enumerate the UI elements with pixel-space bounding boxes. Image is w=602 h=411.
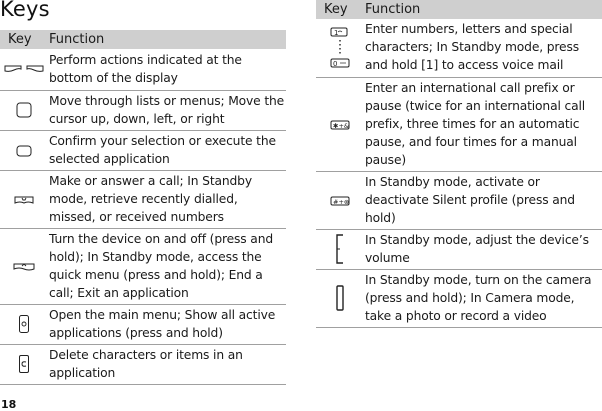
keys-table-left: [0, 30, 286, 385]
hash-key-icon: [329, 193, 351, 207]
svg-text:0: 0: [333, 59, 338, 68]
clear-key-icon: [18, 357, 30, 371]
table-row: [316, 171, 602, 229]
table-row: [316, 19, 602, 77]
header-function: Function: [48, 30, 286, 49]
star-key-icon: [329, 117, 351, 131]
table-row: [316, 269, 602, 327]
dial-key-icon: [13, 192, 35, 206]
table-row: [316, 77, 602, 171]
keys-table-right: [316, 0, 602, 328]
table-row: [0, 344, 286, 384]
table-row: [316, 229, 602, 269]
menu-key-icon: [18, 317, 30, 331]
svg-text:#+⊗: #+⊗: [333, 197, 350, 206]
row-function-text: Delete characters or items in an application: [48, 344, 286, 384]
row-function-text: Confirm your selection or execute the selected application: [48, 130, 286, 170]
page-title: Keys: [0, 0, 50, 21]
key-reference: 1: [425, 58, 434, 73]
header-key: Key: [316, 0, 364, 19]
row-function-text: Enter numbers, letters and special characters; In Standby mode, press and hold [1] to access voice mail: [364, 19, 602, 77]
camera-key-icon: [334, 291, 346, 305]
row-function-text: Turn the device on and off (press and hold); In Standby mode, access the quick menu (press and hold); End a call; Exit an application: [48, 228, 286, 304]
power-end-key-icon: [12, 259, 36, 273]
table-row: [0, 304, 286, 344]
table-row: [0, 170, 286, 228]
svg-text:✱+&: ✱+&: [333, 121, 349, 130]
table-header: [0, 30, 286, 49]
table-row: [0, 228, 286, 304]
row-function-text: Move through lists or menus; Move the cursor up, down, left, or right: [48, 90, 286, 130]
page-number: 18: [1, 398, 17, 411]
row-function-text: Enter an international call prefix or pause (twice for an international call prefix, three times for an automatic pause, and four times for a manual pause): [364, 77, 602, 171]
row-function-text: In Standby mode, adjust the device’s volume: [364, 229, 602, 269]
row-function-text: Open the main menu; Show all active applications (press and hold): [48, 304, 286, 344]
soft-keys-icon: [2, 62, 46, 76]
row-function-text: In Standby mode, turn on the camera (press and hold); In Camera mode, take a photo or record a video: [364, 269, 602, 327]
table-row: [0, 90, 286, 130]
row-function-text: Perform actions indicated at the bottom of the display: [48, 49, 286, 90]
header-function: Function: [364, 0, 602, 19]
table-row: [0, 130, 286, 170]
volume-key-icon: [334, 242, 346, 256]
table-header: [316, 0, 602, 19]
confirm-key-icon: [15, 143, 33, 157]
row-function-text: In Standby mode, activate or deactivate Silent profile (press and hold): [364, 171, 602, 229]
navigation-key-icon: [15, 103, 33, 117]
header-key: Key: [0, 30, 48, 49]
svg-text:1: 1: [334, 28, 339, 37]
row-function-text: Make or answer a call; In Standby mode, retrieve recently dialled, missed, or received numbers: [48, 170, 286, 228]
table-row: [0, 49, 286, 90]
alphanumeric-keys-icon: [328, 28, 352, 68]
